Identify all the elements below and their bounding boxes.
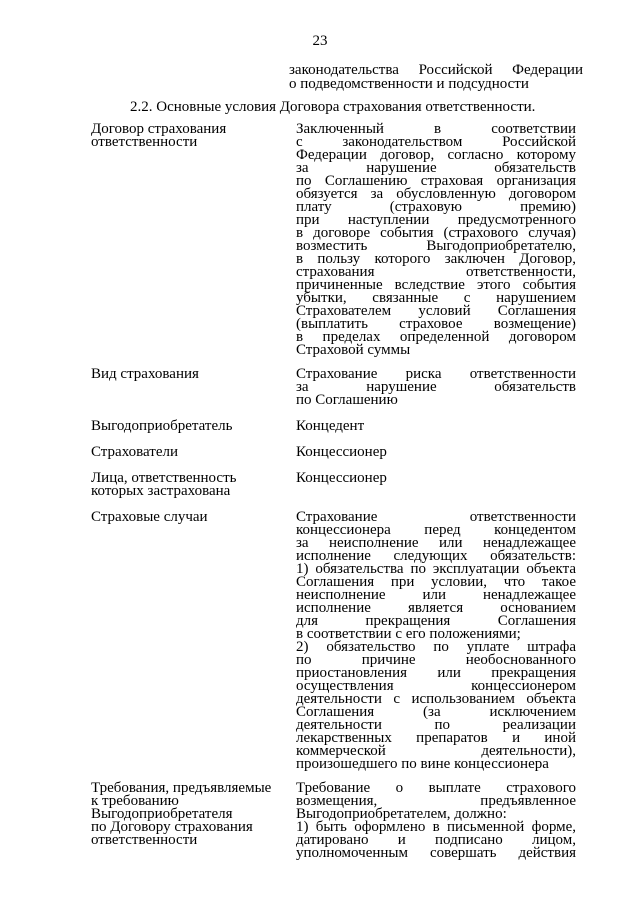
text-line: 1) обязательства по эксплуатации объекта: [296, 561, 576, 577]
text-line: датировано и подписано лицом,: [296, 832, 576, 848]
text-line: коммерческой деятельности),: [296, 743, 576, 759]
text-line: за неисполнение или ненадлежащее: [296, 535, 576, 551]
text-line: возмещения, предъявленное: [296, 793, 576, 809]
text-line: уполномоченным совершать действия: [296, 845, 576, 861]
term-line: Страхователи: [91, 444, 179, 460]
text-line: по Соглашению страховая организация: [296, 173, 576, 189]
term-line: Выгодоприобретателя: [91, 806, 233, 822]
text-line: Страхование ответственности: [296, 509, 576, 525]
text-line: по Соглашению: [296, 392, 398, 408]
term-line: Вид страхования: [91, 366, 199, 382]
text-line: исполнение является основанием: [296, 600, 576, 616]
text-line: по причине необоснованного: [296, 652, 576, 668]
text-line: 1) быть оформлено в письменной форме,: [296, 819, 576, 835]
text-line: в пользу которого заключен Договор,: [296, 251, 576, 267]
term-line: Выгодоприобретатель: [91, 418, 233, 434]
text-line: Страховой суммы: [296, 342, 411, 358]
term-line: Лица, ответственность: [91, 470, 237, 486]
text-line: за нарушение обязательств: [296, 379, 576, 395]
text-line: возместить Выгодоприобретателю,: [296, 238, 576, 254]
text-line: Соглашения (за исключением: [296, 704, 576, 720]
definition-cell: [296, 782, 576, 860]
text-line: Соглашения при условии, что такое: [296, 574, 576, 590]
text-line: в пределах определенной договором: [296, 329, 576, 345]
text-line: осуществления концессионером: [296, 678, 576, 694]
text-line: законодательства Российской Федерации: [289, 62, 583, 78]
section-heading: 2.2. Основные условия Договора страхования ответственности.: [130, 99, 536, 115]
text-line: для прекращения Соглашения: [296, 613, 576, 629]
text-line: в соответствии с его положениями;: [296, 626, 521, 642]
term-line: Страховые случаи: [91, 509, 208, 525]
text-line: неисполнение или ненадлежащее: [296, 587, 576, 603]
definition-cell: [296, 446, 576, 459]
term-line: по Договору страхования: [91, 819, 253, 835]
text-line: Заключенный в соответствии: [296, 121, 576, 137]
text-line: убытки, связанные с нарушением: [296, 290, 576, 306]
term-line: которых застрахована: [91, 483, 231, 499]
text-line: плату (страховую премию): [296, 199, 576, 215]
term-line: к требованию: [91, 793, 179, 809]
text-line: Концедент: [296, 418, 365, 434]
term-line: Требования, предъявляемые: [91, 780, 272, 796]
definition-cell: [296, 123, 576, 357]
text-line: в договоре события (страхового случая): [296, 225, 576, 241]
text-line: Концессионер: [296, 470, 387, 486]
definition-cell: [296, 511, 576, 771]
text-line: приостановления или прекращения: [296, 665, 576, 681]
term-cell: [91, 368, 286, 381]
text-line: причиненные вследствие этого события: [296, 277, 576, 293]
text-line: о подведомственности и подсудности: [289, 76, 529, 92]
text-line: при наступлении предусмотренного: [296, 212, 576, 228]
text-line: за нарушение обязательств: [296, 160, 576, 176]
term-cell: [91, 446, 286, 459]
term-line: ответственности: [91, 134, 198, 150]
text-line: Страхование риска ответственности: [296, 366, 576, 382]
text-line: Федерации договор, согласно которому: [296, 147, 576, 163]
text-line: деятельности с использованием объекта: [296, 691, 576, 707]
definition-cell: [296, 368, 576, 407]
term-cell: [91, 472, 286, 498]
text-line: страхования ответственности,: [296, 264, 576, 280]
definition-cell: [296, 472, 576, 485]
term-cell: [91, 420, 286, 433]
text-line: произошедшего по вине концессионера: [296, 756, 549, 772]
definition-cell: [296, 420, 576, 433]
term-cell: [91, 782, 286, 847]
text-line: обязуется за обусловленную договором: [296, 186, 576, 202]
text-line: Выгодоприобретателем, должно:: [296, 806, 507, 822]
text-line: (выплатить страховое возмещение): [296, 316, 576, 332]
text-line: с законодательством Российской: [296, 134, 576, 150]
text-line: деятельности по реализации: [296, 717, 576, 733]
text-line: исполнение следующих обязательств:: [296, 548, 576, 564]
page-number: 23: [312, 33, 328, 49]
term-line: Договор страхования: [91, 121, 227, 137]
term-cell: [91, 123, 286, 149]
term-cell: [91, 511, 286, 524]
text-line: лекарственных препаратов и иной: [296, 730, 576, 746]
text-line: Требование о выплате страхового: [296, 780, 576, 796]
continued-text: [289, 63, 583, 91]
text-line: концессионера перед концедентом: [296, 522, 576, 538]
term-line: ответственности: [91, 832, 198, 848]
text-line: Страхователем условий Соглашения: [296, 303, 576, 319]
text-line: Концессионер: [296, 444, 387, 460]
text-line: 2) обязательство по уплате штрафа: [296, 639, 576, 655]
